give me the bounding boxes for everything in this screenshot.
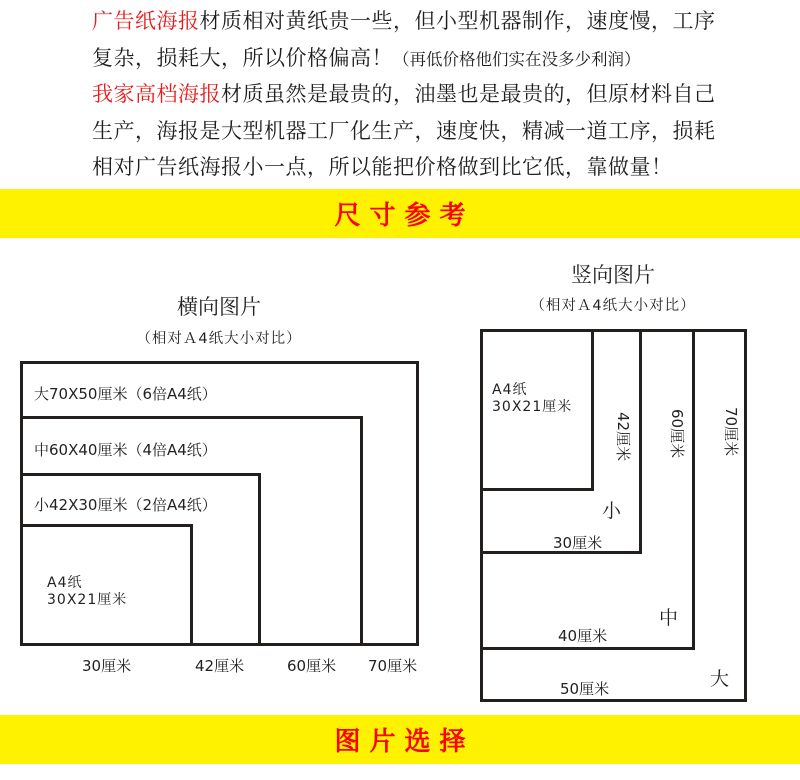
landscape-width-70: 70厘米 <box>368 657 418 675</box>
landscape-heading <box>100 291 338 348</box>
landscape-title: 横向图片 <box>177 295 261 319</box>
intro-line <box>92 40 792 77</box>
portrait-width-40: 40厘米 <box>558 627 608 645</box>
portrait-height-70: 70厘米 <box>722 407 740 457</box>
landscape-subtitle: （相对Ａ4纸大小对比） <box>136 331 302 347</box>
landscape-label-large: 大70X50厘米（6倍A4纸） <box>34 385 217 403</box>
intro-text-segment: 生产，海报是大型机器工厂化生产，速度快，精减一道工序，损耗 <box>92 118 716 143</box>
intro-note: （再低价格他们实在没多少利润） <box>393 49 641 69</box>
a4-label-size: 30X21厘米 <box>47 592 128 608</box>
intro-text-segment: 相对广告纸海报小一点，所以能把价格做到比它低，靠做量！ <box>92 155 673 180</box>
portrait-title: 竖向图片 <box>571 263 655 287</box>
portrait-size-large: 大 <box>710 668 730 690</box>
portrait-heading <box>500 259 726 315</box>
intro-line <box>92 149 792 186</box>
intro-text-segment: 复杂，损耗大，所以价格偏高！ <box>92 45 393 70</box>
portrait-width-30: 30厘米 <box>553 534 603 552</box>
landscape-label-a4 <box>47 575 127 609</box>
intro-line <box>92 76 792 113</box>
portrait-height-60: 60厘米 <box>668 409 686 459</box>
landscape-width-60: 60厘米 <box>287 657 337 675</box>
a4-label-name: A4纸 <box>492 382 528 398</box>
portrait-size-small: 小 <box>602 500 622 522</box>
a4-label-name: A4纸 <box>47 575 83 591</box>
intro-text-segment: 材质虽然是最贵的，油墨也是最贵的，但原材料自己 <box>221 82 716 107</box>
portrait-size-medium: 中 <box>659 607 679 629</box>
portrait-label-a4 <box>492 382 572 416</box>
highlight-premium-poster: 我家高档海报 <box>92 82 221 107</box>
a4-label-size: 30X21厘米 <box>492 399 573 415</box>
section-title: 图片选择 <box>334 727 475 757</box>
intro-text <box>92 3 792 186</box>
landscape-label-small: 小42X30厘米（2倍A4纸） <box>34 496 217 514</box>
intro-line <box>92 113 792 150</box>
section-title: 尺寸参考 <box>334 201 475 231</box>
landscape-width-42: 42厘米 <box>195 657 245 675</box>
portrait-width-50: 50厘米 <box>560 680 610 698</box>
highlight-ad-paper-poster: 广告纸海报 <box>92 9 200 33</box>
landscape-label-medium: 中60X40厘米（4倍A4纸） <box>34 441 217 459</box>
section-banner-size-reference <box>0 189 800 238</box>
portrait-height-42: 42厘米 <box>614 412 632 462</box>
landscape-width-30: 30厘米 <box>82 657 132 675</box>
portrait-subtitle: （相对Ａ4纸大小对比） <box>530 298 696 314</box>
section-banner-image-selection <box>0 715 800 764</box>
intro-line <box>92 3 792 40</box>
intro-text-segment: 材质相对黄纸贵一些，但小型机器制作，速度慢，工序 <box>199 9 716 33</box>
